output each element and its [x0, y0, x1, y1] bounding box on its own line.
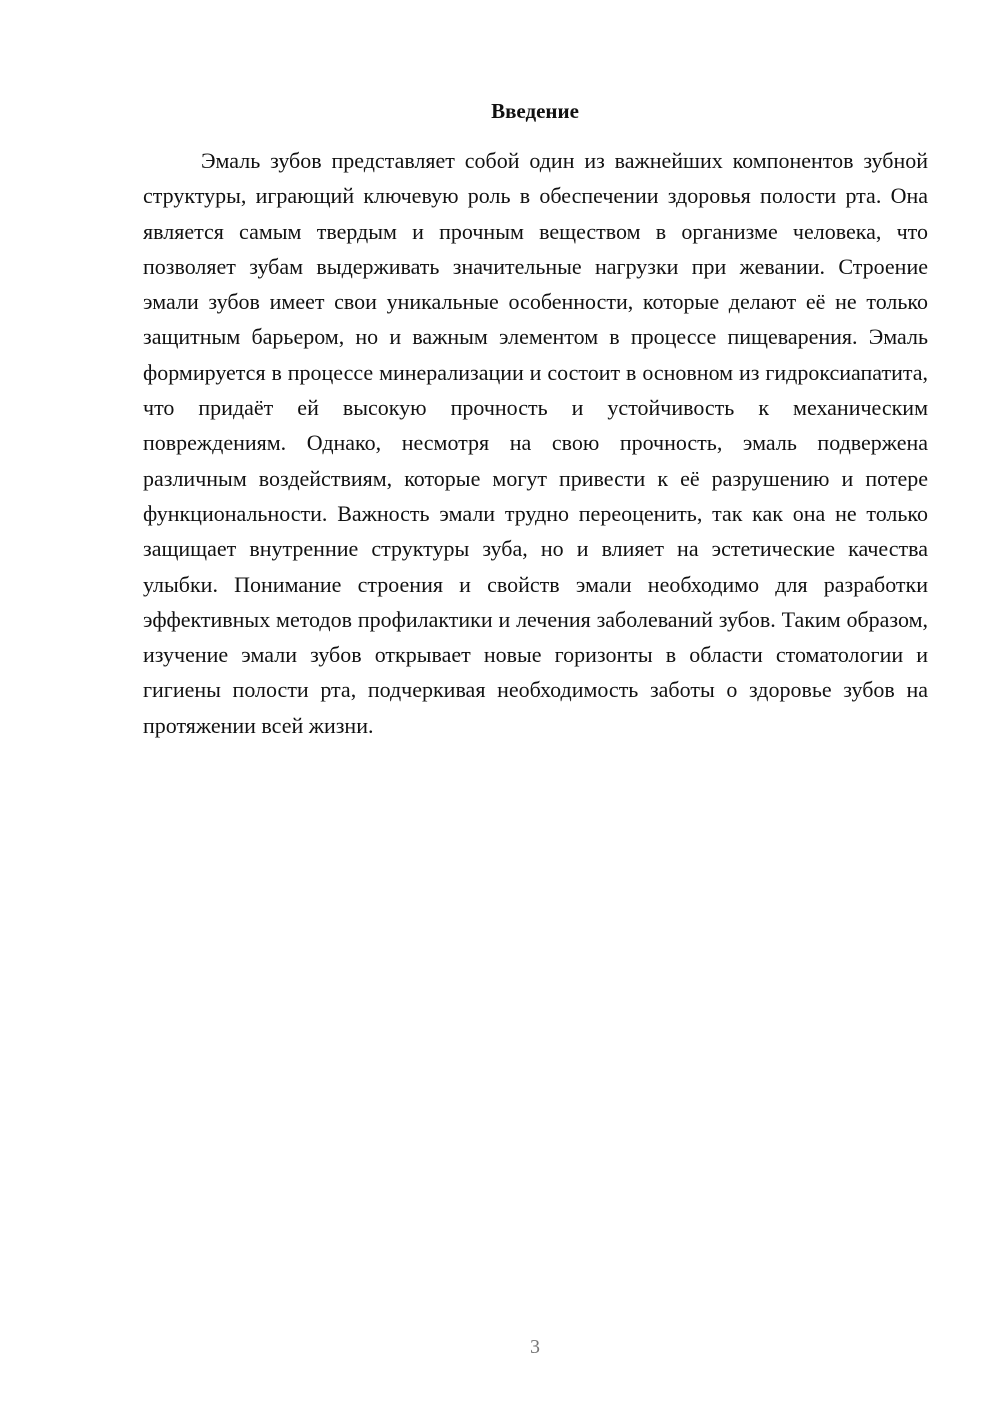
- introduction-paragraph: Эмаль зубов представляет собой один из важнейших компонентов зубной структуры, играющий ключевую роль в обеспечении здоровья полости рта. Она является самым твердым и прочным веществом в организме человека, что позволяет зубам выдерживать значительные нагрузки при жевании. Строение эмали зубов имеет свои уникальные особенности, которые делают её не только защитным барьером, но и важным элементом в процессе пищеварения. Эмаль формируется в процессе минерализации и состоит в основном из гидроксиапатита, что придаёт ей высокую прочность и устойчивость к механическим повреждениям. Однако, несмотря на свою прочность, эмаль подвержена различным воздействиям, которые могут привести к её разрушению и потере функциональности. Важность эмали трудно переоценить, так как она не только защищает внутренние структуры зуба, но и влияет на эстетические качества улыбки. Понимание строения и свойств эмали необходимо для разработки эффективных методов профилактики и лечения заболеваний зубов. Таким образом, изучение эмали зубов открывает новые горизонты в области стоматологии и гигиены полости рта, подчеркивая необходимость заботы о здоровье зубов на протяжении всей жизни.: [143, 148, 928, 738]
- section-heading: Введение: [491, 99, 579, 123]
- page-number: 3: [530, 1336, 540, 1358]
